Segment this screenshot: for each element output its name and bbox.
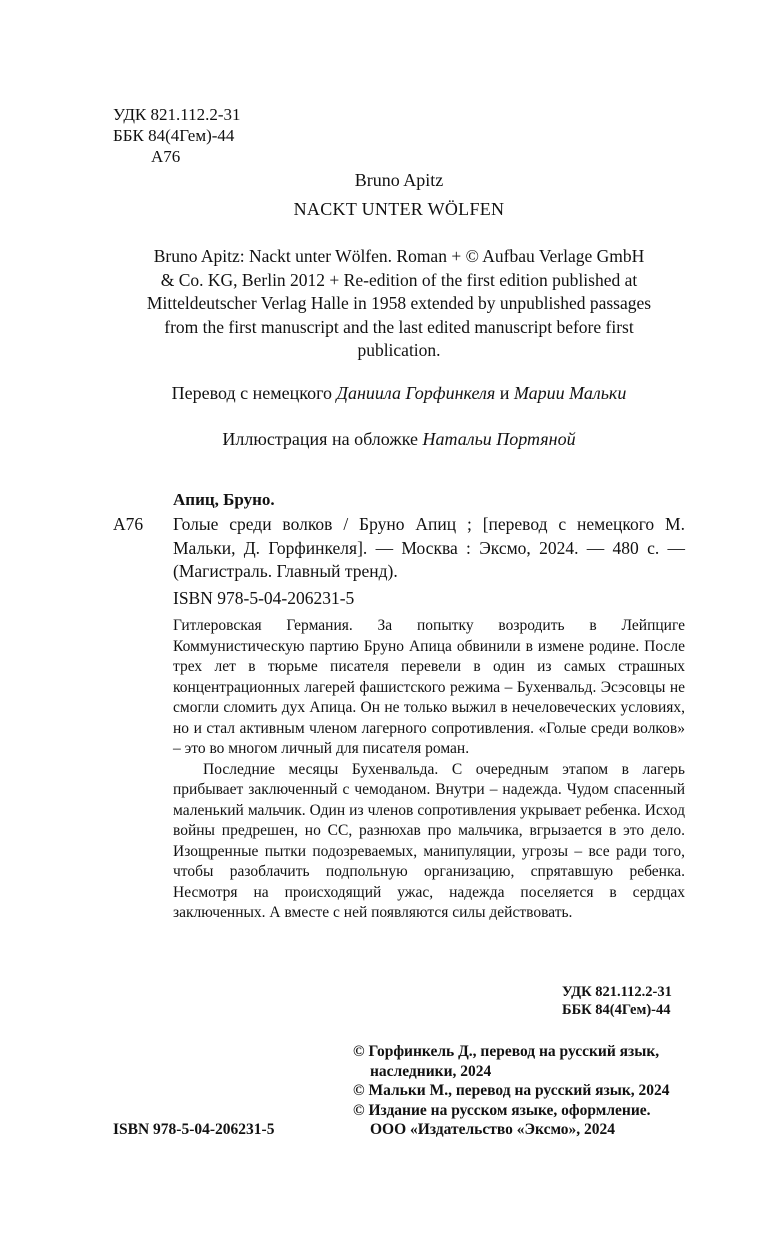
copyright-edition-cont: ООО «Издательство «Эксмо», 2024 <box>370 1121 616 1138</box>
translator-1: Даниила Горфинкеля <box>336 383 496 403</box>
rights-line: Mitteldeutscher Verlag Halle in 1958 extended by unpublished passages <box>146 293 652 313</box>
copyright-translator-1: © Горфинкель Д., перевод на русский язык, <box>353 1043 660 1060</box>
illustration-credit <box>0 429 768 450</box>
udk-code: УДК 821.112.2-31 <box>113 105 241 124</box>
biblio-index: А76 <box>113 514 144 534</box>
original-author: Bruno Apitz <box>354 170 444 190</box>
rights-line: & Co. KG, Berlin 2012 + Re-edition of the first edition published at <box>160 269 638 290</box>
footer-isbn: ISBN 978-5-04-206231-5 <box>113 1121 275 1138</box>
copyright-translator-1-cont: наследники, 2024 <box>370 1062 492 1080</box>
translation-credit <box>0 383 768 404</box>
rights-line: Bruno Apitz: Nackt unter Wölfen. Roman + © Aufbau Verlage GmbH <box>153 246 645 266</box>
footer-codes <box>562 983 672 1019</box>
translation-conj: и <box>495 383 514 403</box>
author-sign: А76 <box>151 147 181 166</box>
classification-codes <box>113 104 241 167</box>
translator-2: Марии Мальки <box>513 383 627 403</box>
biblio-author: Апиц, Бруно. <box>173 490 275 509</box>
illustrator: Натальи Портяной <box>422 429 576 449</box>
copyright-translator-2: © Мальки М., перевод на русский язык, 2024 <box>353 1082 670 1099</box>
annotation-paragraph-2: Последние месяцы Бухенвальда. С очередным этапом в лагерь прибывает заключенный с чемоданом. Внутри – надежда. Чудом спасенный маленький мальчик. Один из членов сопротивления укрывает ребенка. Исход войны предрешен, но СС, разнюхав про мальчика, вгрызается в это дело. Изощренные пытки подозреваемых, манипуляции, угрозы – все ради того, чтобы разоблачить подпольную организацию, спрятавшую ребенка. Несмотря на происходящий ужас, надежда поселяется в сердцах заключенных. А вместе с ней появляются силы действовать. <box>173 760 685 921</box>
original-rights-notice <box>118 245 680 363</box>
bbk-code: ББК 84(4Гем)-44 <box>113 126 235 145</box>
original-title: NACKT UNTER WÖLFEN <box>293 199 505 219</box>
translation-prefix: Перевод с немецкого <box>171 383 337 403</box>
annotation-paragraph-1: Гитлеровская Германия. За попытку возродить в Лейпциге Коммунистическую партию Бруно Апица обвинили в измене родине. После трех лет в тюрьме писателя перевели в один из самых страшных концентрационных лагерей фашистского режима – Бухенвальд. Эсэсовцы не смогли сломить дух Апица. Он не только выжил в нечеловеческих условиях, но и стал активным членом лагерного сопротивления. «Голые среди волков» – это во многом личный для писателя роман. <box>173 617 685 757</box>
biblio-isbn: ISBN 978-5-04-206231-5 <box>173 588 355 608</box>
biblio-description: Голые среди волков / Бруно Апиц ; [перевод с немецкого М. Мальки, Д. Горфинкеля]. — Москва : Эксмо, 2024. — 480 с. — (Магистраль. Главный тренд). <box>173 514 685 581</box>
rights-line: from the first manuscript and the last edited manuscript before first <box>164 316 634 337</box>
footer-udk: УДК 821.112.2-31 <box>562 984 672 1000</box>
illustration-prefix: Иллюстрация на обложке <box>222 429 423 449</box>
copyright-block <box>353 1042 670 1140</box>
footer-bbk: ББК 84(4Гем)-44 <box>562 1002 671 1018</box>
copyright-edition: © Издание на русском языке, оформление. <box>353 1101 651 1119</box>
annotation <box>173 616 685 924</box>
rights-line: publication. <box>357 340 441 360</box>
